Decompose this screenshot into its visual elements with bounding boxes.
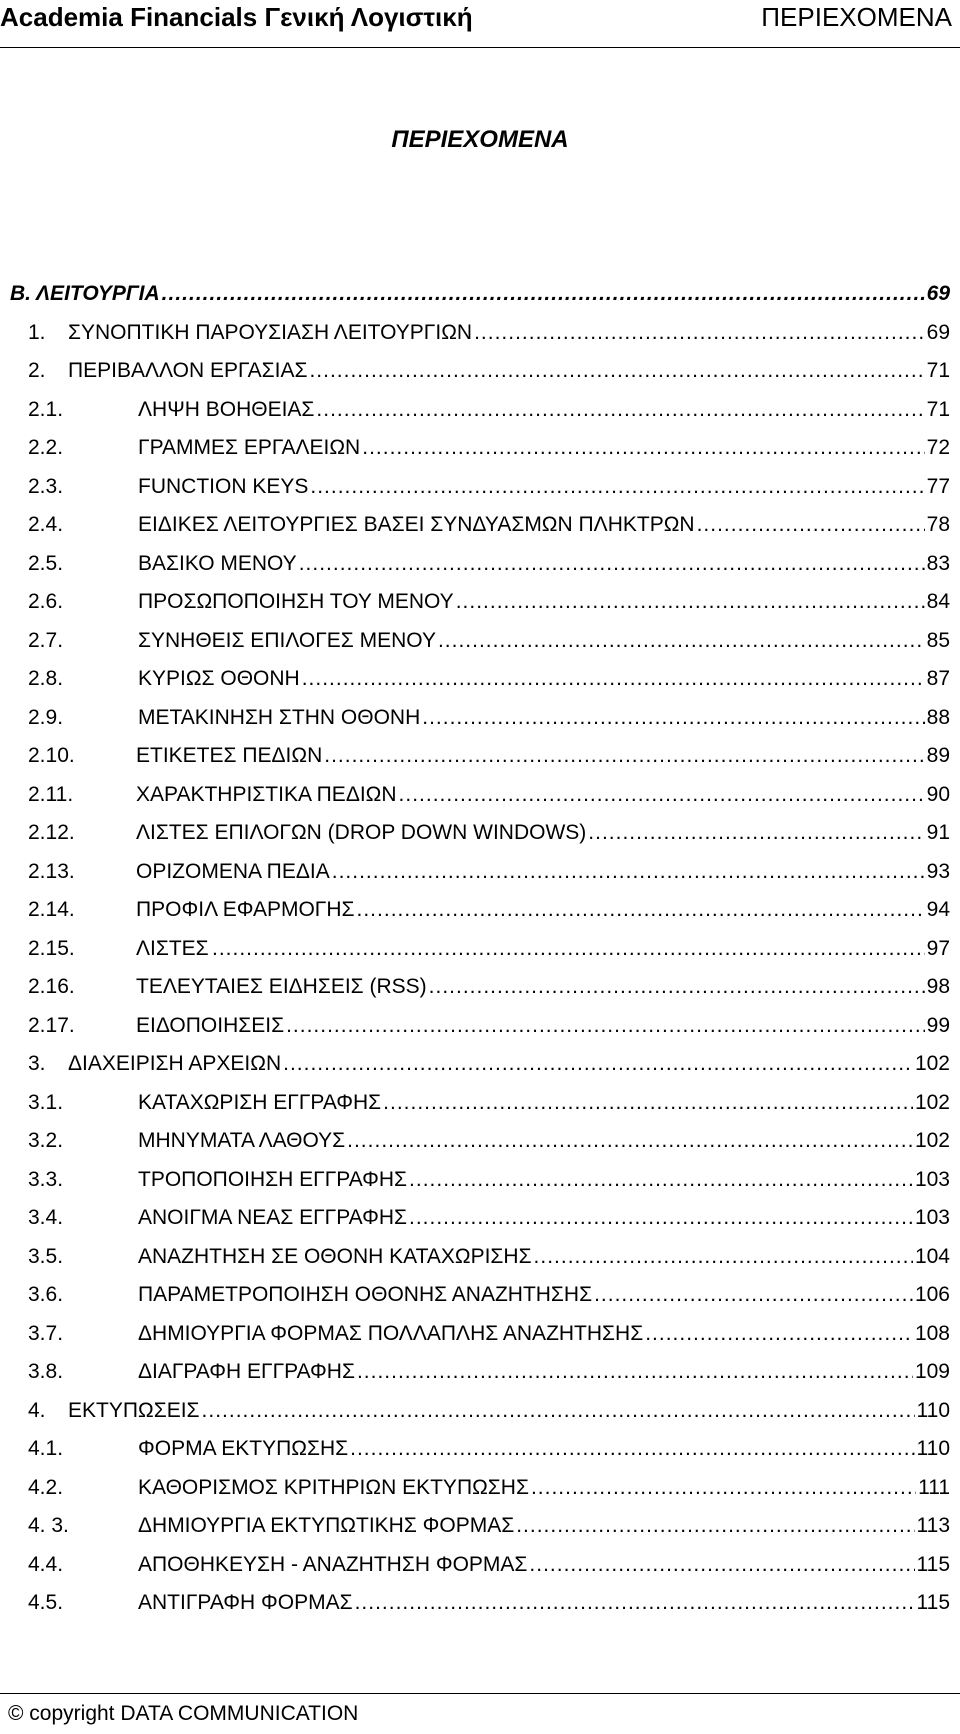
toc-entry-title: ΣΥΝΗΘΕΙΣ ΕΠΙΛΟΓΕΣ ΜΕΝΟΥ	[138, 628, 436, 652]
toc-entry-line	[68, 359, 950, 383]
toc-entry-page-number: 84	[926, 590, 950, 613]
toc-entry[interactable]	[0, 623, 960, 662]
toc-dot-leader	[438, 629, 925, 653]
toc-entry-page-number: 102	[914, 1052, 950, 1075]
toc-entry-page-number: 88	[926, 705, 950, 729]
toc-entry[interactable]	[0, 1470, 960, 1509]
toc-entry-number: 2.	[28, 359, 46, 382]
toc-entry-page-number: 90	[926, 782, 950, 806]
toc-entry-number: 2.17.	[28, 1013, 75, 1037]
toc-entry-page-number: 77	[926, 474, 950, 498]
toc-entry-title: ΑΠΟΘΗΚΕΥΣΗ - ΑΝΑΖΗΤΗΣΗ ΦΟΡΜΑΣ	[138, 1552, 528, 1576]
toc-entry[interactable]	[0, 1431, 960, 1470]
toc-entry-number: 4. 3.	[28, 1514, 69, 1537]
toc-entry[interactable]	[0, 1316, 960, 1355]
toc-entry-line	[138, 552, 950, 576]
toc-entry-page-number: 87	[926, 667, 950, 690]
toc-entry-number: 3.3.	[28, 1167, 64, 1191]
toc-dot-leader	[309, 359, 924, 383]
toc-dot-leader	[324, 744, 924, 768]
toc-dot-leader	[588, 821, 924, 845]
toc-entry[interactable]	[0, 1277, 960, 1316]
toc-entry-number: 2.6.	[28, 590, 64, 613]
toc-entry-page-number: 102	[914, 1129, 950, 1152]
toc-entry-line	[138, 667, 950, 691]
toc-entry-line	[68, 1052, 950, 1076]
toc-entry-page-number: 69	[926, 320, 950, 344]
toc-entry[interactable]	[0, 1046, 960, 1085]
toc-dot-leader	[409, 1168, 913, 1192]
toc-entry-line	[138, 436, 950, 460]
toc-entry[interactable]	[0, 546, 960, 585]
toc-entry-line	[138, 1245, 950, 1269]
toc-entry[interactable]	[0, 1393, 960, 1432]
toc-entry-line	[138, 475, 950, 499]
toc-entry-title: ΔΗΜΙΟΥΡΓΙΑ ΦΟΡΜΑΣ ΠΟΛΛΑΠΛΗΣ ΑΝΑΖΗΤΗΣΗΣ	[138, 1321, 644, 1345]
toc-entry-page-number: 110	[916, 1398, 950, 1422]
toc-entry-page-number: 115	[916, 1591, 950, 1614]
toc-entry-number: 4.	[28, 1398, 46, 1422]
toc-dot-leader	[422, 706, 924, 730]
toc-entry[interactable]	[0, 700, 960, 739]
toc-entry[interactable]	[0, 1585, 960, 1624]
toc-dot-leader	[456, 590, 925, 614]
toc-entry-page-number: 71	[926, 397, 950, 421]
toc-entry-line	[138, 398, 950, 422]
toc-entry-title: ΠΡΟΣΩΠΟΠΟΙΗΣΗ ΤΟΥ ΜΕΝΟΥ	[138, 590, 454, 613]
toc-dot-leader	[474, 321, 925, 345]
toc-dot-leader	[286, 1014, 925, 1038]
toc-dot-leader	[350, 1437, 914, 1461]
toc-dot-leader	[429, 975, 925, 999]
toc-dot-leader	[531, 1476, 916, 1500]
page-header	[0, 0, 960, 48]
toc-dot-leader	[529, 1553, 914, 1577]
page-title: ΠΕΡΙΕΧΟΜΕΝΑ	[391, 126, 569, 153]
footer-copyright: © copyright DATA COMMUNICATION	[8, 1702, 359, 1725]
toc-entry-line	[136, 975, 950, 999]
toc-entry[interactable]	[0, 1239, 960, 1278]
toc-entry-number: 2.13.	[28, 859, 75, 883]
toc-entry-title: ΟΡΙΖΟΜΕΝΑ ΠΕΔΙΑ	[136, 859, 330, 883]
toc-entry[interactable]	[0, 430, 960, 469]
toc-entry-page-number: 71	[926, 359, 950, 382]
toc-entry-number: 4.1.	[28, 1437, 64, 1460]
toc-entry-title: ΛΙΣΤΕΣ ΕΠΙΛΟΓΩΝ (DROP DOWN WINDOWS)	[136, 821, 587, 844]
toc-entry-page-number: 102	[914, 1090, 950, 1114]
toc-dot-leader	[283, 1052, 913, 1076]
toc-entry-line	[136, 937, 950, 961]
toc-entry-title: ΠΑΡΑΜΕΤΡΟΠΟΙΗΣΗ ΟΘΟΝΗΣ ΑΝΑΖΗΤΗΣΗΣ	[138, 1283, 593, 1306]
toc-entry-line	[136, 1014, 950, 1038]
toc-entry-title: ΔΙΑΓΡΑΦΗ ΕΓΓΡΑΦΗΣ	[138, 1360, 355, 1383]
toc-entry-page-number: 98	[926, 975, 950, 998]
toc-entry-number: 4.4.	[28, 1552, 64, 1576]
toc-entry[interactable]	[0, 969, 960, 1008]
toc-entry-title: ΚΥΡΙΩΣ ΟΘΟΝΗ	[138, 667, 300, 690]
toc-entry-line	[136, 898, 950, 922]
toc-entry-number: 2.7.	[28, 628, 64, 652]
toc-entry-page-number: 69	[926, 282, 950, 305]
toc-entry-number: 2.12.	[28, 821, 75, 844]
toc-entry-title: ΤΡΟΠΟΠΟΙΗΣΗ ΕΓΓΡΑΦΗΣ	[138, 1167, 408, 1191]
toc-entry-line	[136, 744, 950, 768]
toc-entry-title: Β. ΛΕΙΤΟΥΡΓΙΑ	[10, 282, 160, 305]
toc-entry[interactable]	[0, 276, 960, 315]
toc-entry-title: ΦΟΡΜΑ ΕΚΤΥΠΩΣΗΣ	[138, 1437, 349, 1460]
toc-dot-leader	[594, 1283, 913, 1307]
toc-dot-leader	[357, 898, 925, 922]
toc-entry[interactable]	[0, 507, 960, 546]
toc-entry[interactable]	[0, 315, 960, 354]
toc-entry-line	[68, 1399, 950, 1423]
toc-entry-title: ΕΙΔΟΠΟΙΗΣΕΙΣ	[136, 1013, 285, 1037]
toc-entry-page-number: 113	[916, 1514, 950, 1537]
toc-entry-page-number: 91	[926, 821, 950, 844]
toc-entry-number: 3.5.	[28, 1244, 64, 1268]
toc-entry-line	[68, 321, 950, 345]
toc-entry-title: ΑΝΟΙΓΜΑ ΝΕΑΣ ΕΓΓΡΑΦΗΣ	[138, 1206, 407, 1229]
toc-dot-leader	[645, 1322, 913, 1346]
toc-entry-title: ΜΗΝΥΜΑΤΑ ΛΑΘΟΥΣ	[138, 1129, 346, 1152]
toc-entry-number: 2.11.	[28, 782, 74, 806]
toc-entry[interactable]	[0, 854, 960, 893]
toc-dot-leader	[362, 436, 924, 460]
toc-entry-line	[138, 1514, 950, 1538]
toc-entry[interactable]	[0, 392, 960, 431]
toc-entry-number: 2.14.	[28, 898, 75, 921]
toc-entry[interactable]	[0, 1354, 960, 1393]
toc-entry-number: 2.16.	[28, 975, 75, 998]
toc-entry-page-number: 99	[926, 1013, 950, 1037]
toc-entry[interactable]	[0, 1008, 960, 1047]
toc-entry-page-number: 110	[916, 1437, 950, 1460]
toc-entry-number: 3.8.	[28, 1360, 64, 1383]
toc-entry-number: 2.2.	[28, 436, 64, 459]
toc-entry-number: 2.3.	[28, 474, 64, 498]
toc-entry-title: ΣΥΝΟΠΤΙΚΗ ΠΑΡΟΥΣΙΑΣΗ ΛΕΙΤΟΥΡΓΙΩΝ	[68, 320, 473, 344]
toc-entry-line	[136, 821, 950, 845]
toc-entry-title: FUNCTION KEYS	[138, 474, 309, 498]
toc-entry-title: ΔΙΑΧΕΙΡΙΣΗ ΑΡΧΕΙΩΝ	[68, 1052, 282, 1075]
toc-entry-title: ΓΡΑΜΜΕΣ ΕΡΓΑΛΕΙΩΝ	[138, 436, 361, 459]
toc-entry-line	[138, 1129, 950, 1153]
toc-entry[interactable]	[0, 584, 960, 623]
toc-dot-leader	[212, 937, 925, 961]
toc-entry-title: ΕΤΙΚΕΤΕΣ ΠΕΔΙΩΝ	[136, 744, 323, 767]
toc-entry[interactable]	[0, 1123, 960, 1162]
toc-entry-page-number: 72	[926, 436, 950, 459]
toc-entry[interactable]	[0, 1200, 960, 1239]
toc-entry-title: ΑΝΑΖΗΤΗΣΗ ΣΕ ΟΘΟΝΗ ΚΑΤΑΧΩΡΙΣΗΣ	[138, 1244, 532, 1268]
toc-entry[interactable]	[0, 777, 960, 816]
toc-entry-line	[138, 1360, 950, 1384]
toc-dot-leader	[355, 1591, 915, 1615]
toc-entry-number: 2.10.	[28, 744, 75, 767]
toc-entry-page-number: 115	[916, 1552, 950, 1576]
toc-dot-leader	[399, 783, 925, 807]
toc-entry-line	[138, 1206, 950, 1230]
toc-dot-leader	[534, 1245, 913, 1269]
toc-entry-number: 2.15.	[28, 936, 75, 960]
toc-dot-leader	[357, 1360, 913, 1384]
toc-entry[interactable]	[0, 1508, 960, 1547]
toc-entry-number: 3.7.	[28, 1321, 64, 1345]
toc-entry-line	[138, 1553, 950, 1577]
toc-entry-title: ΒΑΣΙΚΟ ΜΕΝΟΥ	[138, 551, 297, 575]
toc-entry-number: 3.2.	[28, 1129, 64, 1152]
toc-entry-line	[138, 1591, 950, 1615]
toc-entry-line	[138, 1322, 950, 1346]
toc-entry-number: 4.5.	[28, 1591, 64, 1614]
toc-entry-number: 1.	[28, 320, 46, 344]
toc-dot-leader	[697, 513, 925, 537]
toc-entry-number: 3.1.	[28, 1090, 64, 1114]
toc-dot-leader	[316, 398, 924, 422]
toc-entry-title: ΛΗΨΗ ΒΟΗΘΕΙΑΣ	[138, 397, 315, 421]
header-section-title: ΠΕΡΙΕΧΟΜΕΝΑ	[761, 2, 952, 32]
toc-dot-leader	[310, 475, 924, 499]
toc-entry[interactable]	[0, 931, 960, 970]
toc-dot-leader	[347, 1129, 913, 1153]
toc-entry[interactable]	[0, 815, 960, 854]
toc-dot-leader	[516, 1514, 914, 1538]
toc-entry-page-number: 93	[926, 859, 950, 883]
header-app-title: Academia Financials Γενική Λογιστική	[0, 2, 473, 32]
toc-dot-leader	[162, 282, 925, 306]
toc-entry-title: ΕΙΔΙΚΕΣ ΛΕΙΤΟΥΡΓΙΕΣ ΒΑΣΕΙ ΣΥΝΔΥΑΣΜΩΝ ΠΛΗΚΤΡΩΝ	[138, 513, 695, 536]
toc-entry-title: ΜΕΤΑΚΙΝΗΣΗ ΣΤΗΝ ΟΘΟΝΗ	[138, 705, 421, 729]
toc-entry[interactable]	[0, 892, 960, 931]
toc-entry-line	[138, 590, 950, 614]
toc-entry-number: 3.	[28, 1052, 46, 1075]
toc-entry-page-number: 94	[926, 898, 950, 921]
toc-entry-page-number: 111	[918, 1475, 950, 1499]
toc-entry-line	[138, 1476, 950, 1500]
toc-entry[interactable]	[0, 1085, 960, 1124]
toc-entry-number: 2.9.	[28, 705, 64, 729]
toc-entry[interactable]	[0, 469, 960, 508]
toc-entry-number: 3.4.	[28, 1206, 64, 1229]
toc-entry[interactable]	[0, 353, 960, 392]
toc-entry-title: ΚΑΘΟΡΙΣΜΟΣ ΚΡΙΤΗΡΙΩΝ ΕΚΤΥΠΩΣΗΣ	[138, 1475, 529, 1499]
toc-entry-number: 2.8.	[28, 667, 64, 690]
toc-entry-number: 2.4.	[28, 513, 64, 536]
toc-entry-page-number: 108	[914, 1321, 950, 1345]
toc-dot-leader	[332, 860, 925, 884]
toc-entry-page-number: 103	[914, 1167, 950, 1191]
toc-entry-line	[10, 282, 950, 306]
toc-entry-line	[138, 1168, 950, 1192]
toc-entry-line	[138, 629, 950, 653]
toc-entry-title: ΑΝΤΙΓΡΑΦΗ ΦΟΡΜΑΣ	[138, 1591, 353, 1614]
toc-entry-line	[138, 706, 950, 730]
table-of-contents	[0, 276, 960, 1624]
toc-entry-number: 2.1.	[28, 397, 64, 421]
toc-dot-leader	[302, 667, 925, 691]
toc-entry-title: ΛΙΣΤΕΣ	[136, 936, 209, 960]
toc-entry-title: ΚΑΤΑΧΩΡΙΣΗ ΕΓΓΡΑΦΗΣ	[138, 1090, 382, 1114]
toc-entry-line	[138, 1283, 950, 1307]
toc-entry-page-number: 97	[926, 936, 950, 960]
toc-entry-number: 2.5.	[28, 551, 64, 575]
toc-entry-line	[138, 513, 950, 537]
toc-entry[interactable]	[0, 661, 960, 700]
toc-dot-leader	[409, 1206, 913, 1230]
toc-entry-title: ΠΕΡΙΒΑΛΛΟΝ ΕΡΓΑΣΙΑΣ	[68, 359, 308, 382]
toc-entry-line	[138, 1091, 950, 1115]
toc-entry-page-number: 104	[914, 1244, 950, 1268]
toc-entry-page-number: 83	[926, 551, 950, 575]
toc-entry-title: ΕΚΤΥΠΩΣΕΙΣ	[68, 1398, 200, 1422]
toc-entry-number: 3.6.	[28, 1283, 64, 1306]
toc-entry-title: ΔΗΜΙΟΥΡΓΙΑ ΕΚΤΥΠΩΤΙΚΗΣ ΦΟΡΜΑΣ	[138, 1514, 515, 1537]
toc-dot-leader	[383, 1091, 913, 1115]
toc-entry-line	[136, 783, 950, 807]
toc-entry[interactable]	[0, 1162, 960, 1201]
toc-entry-page-number: 106	[914, 1283, 950, 1306]
toc-entry-title: ΤΕΛΕΥΤΑΙΕΣ ΕΙΔΗΣΕΙΣ (RSS)	[136, 975, 427, 998]
toc-dot-leader	[202, 1399, 915, 1423]
toc-entry[interactable]	[0, 738, 960, 777]
toc-entry-line	[138, 1437, 950, 1461]
toc-entry-line	[136, 860, 950, 884]
page-footer	[0, 1693, 960, 1734]
toc-entry[interactable]	[0, 1547, 960, 1586]
toc-entry-page-number: 78	[926, 513, 950, 536]
toc-entry-title: ΠΡΟΦΙΛ ΕΦΑΡΜΟΓΗΣ	[136, 898, 355, 921]
toc-entry-title: ΧΑΡΑΚΤΗΡΙΣΤΙΚΑ ΠΕΔΙΩΝ	[136, 782, 397, 806]
toc-entry-page-number: 89	[926, 744, 950, 767]
toc-dot-leader	[299, 552, 925, 576]
toc-entry-page-number: 85	[926, 628, 950, 652]
toc-entry-page-number: 103	[914, 1206, 950, 1229]
toc-entry-page-number: 109	[914, 1360, 950, 1383]
toc-entry-number: 4.2.	[28, 1475, 64, 1499]
